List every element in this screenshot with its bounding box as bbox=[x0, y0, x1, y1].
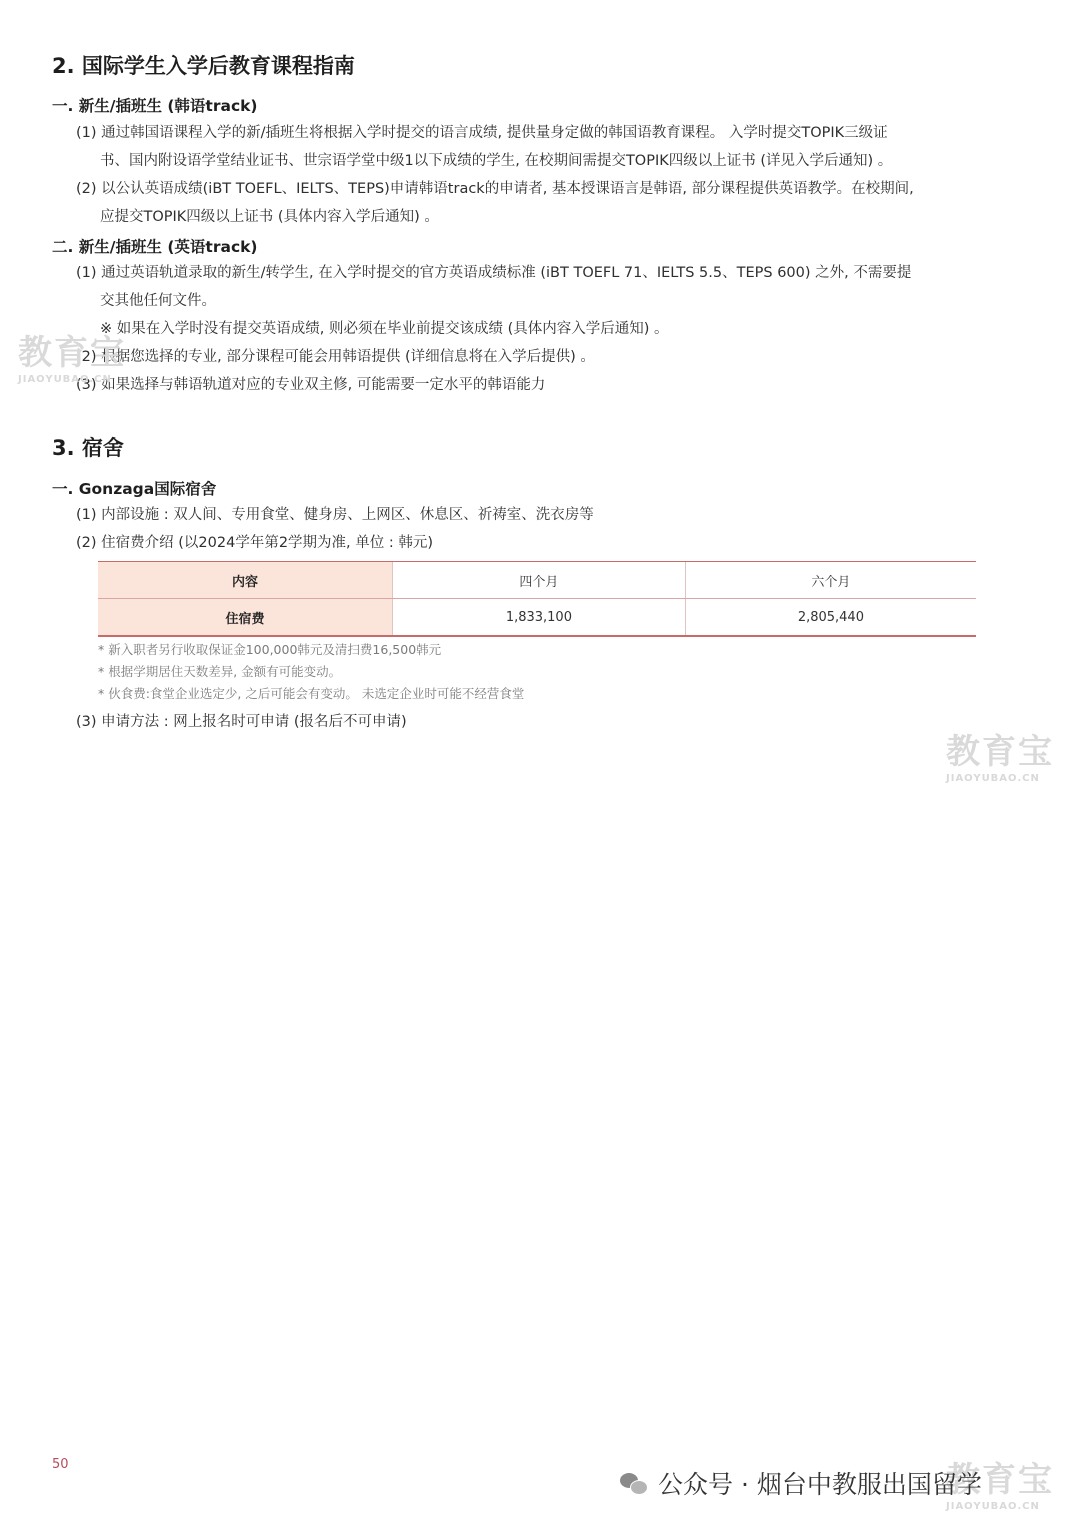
footer-account-text: 公众号 · 烟台中教服出国留学 bbox=[658, 1470, 982, 1499]
table-header-item: 内容 bbox=[98, 562, 393, 599]
subsection-english-track-title: 二. 新生/插班生 (英语track) bbox=[52, 238, 258, 256]
english-track-item-3: (3) 如果选择与韩语轨道对应的专业双主修, 可能需要一定水平的韩语能力 bbox=[76, 377, 546, 393]
dorm-fee-table bbox=[98, 561, 976, 637]
page-number: 50 bbox=[52, 1457, 69, 1472]
table-row-label: 住宿费 bbox=[98, 599, 393, 637]
watermark-footer-url: JIAOYUBAO.CN bbox=[946, 1501, 1040, 1512]
korean-track-item-2-line-2: 应提交TOPIK四级以上证书 (具体内容入学后通知) 。 bbox=[100, 209, 439, 225]
watermark-left-url: JIAOYUBAO.CN bbox=[18, 374, 112, 385]
footer-account bbox=[620, 1465, 982, 1501]
subsection-korean-track-title: 一. 新生/插班生 (韩语track) bbox=[52, 97, 258, 115]
table-header-four-months: 四个月 bbox=[393, 562, 686, 599]
english-track-item-1-line-2: 交其他任何文件。 bbox=[100, 293, 216, 309]
watermark-footer-logo: 教育宝 bbox=[946, 1460, 1054, 1500]
dorm-items bbox=[76, 501, 981, 557]
dorm-fee-intro: (2) 住宿费介绍 (以2024学年第2学期为准, 单位 : 韩元) bbox=[76, 535, 434, 551]
table-note-1: * 新入职者另行收取保证金100,000韩元及清扫费16,500韩元 bbox=[98, 642, 442, 657]
table-notes bbox=[98, 639, 524, 705]
korean-track-item-2-line-1: (2) 以公认英语成绩(iBT TOEFL、IELTS、TEPS)申请韩语track的申请者, 基本授课语言是韩语, 部分课程提供英语教学。在校期间, bbox=[76, 181, 914, 197]
table-row bbox=[98, 599, 976, 637]
watermark-left-logo: 教育宝 bbox=[18, 333, 126, 373]
korean-track-item-1-line-2: 书、国内附设语学堂结业证书、世宗语学堂中级1以下成绩的学生, 在校期间需提交TOPIK四级以上证书 (详见入学后通知) 。 bbox=[100, 153, 893, 169]
section-2-title: 2. 国际学生入学后教育课程指南 bbox=[52, 54, 355, 78]
dorm-facilities: (1) 内部设施 : 双人间、专用食堂、健身房、上网区、休息区、祈祷室、洗衣房等 bbox=[76, 507, 594, 523]
watermark-right-url: JIAOYUBAO.CN bbox=[946, 773, 1040, 784]
dorm-apply-method: (3) 申请方法 : 网上报名时可申请 (报名后不可申请) bbox=[76, 714, 407, 730]
english-track-item-2: (2) 根据您选择的专业, 部分课程可能会用韩语提供 (详细信息将在入学后提供) 。 bbox=[76, 349, 595, 365]
table-header-six-months: 六个月 bbox=[685, 562, 976, 599]
english-track-items bbox=[76, 259, 981, 399]
watermark-right bbox=[946, 724, 1054, 784]
fee-four-months: 1,833,100 bbox=[393, 599, 686, 637]
korean-track-item-1 bbox=[76, 119, 981, 231]
wechat-icon bbox=[620, 1471, 648, 1495]
korean-track-item-1-line-1: (1) 通过韩国语课程入学的新/插班生将根据入学时提交的语言成绩, 提供量身定做的韩国语教育课程。 入学时提交TOPIK三级证 bbox=[76, 125, 888, 141]
fee-six-months: 2,805,440 bbox=[685, 599, 976, 637]
english-track-item-1-line-1: (1) 通过英语轨道录取的新生/转学生, 在入学时提交的官方英语成绩标准 (iBT TOEFL 71、IELTS 5.5、TEPS 600) 之外, 不需要提 bbox=[76, 265, 912, 281]
english-track-note: ※ 如果在入学时没有提交英语成绩, 则必须在毕业前提交该成绩 (具体内容入学后通知) 。 bbox=[100, 321, 669, 337]
table-header-row bbox=[98, 562, 976, 599]
watermark-left bbox=[18, 325, 126, 385]
subsection-gonzaga-title: 一. Gonzaga国际宿舍 bbox=[52, 480, 217, 498]
watermark-right-logo: 教育宝 bbox=[946, 732, 1054, 772]
table-note-2: * 根据学期居住天数差异, 金额有可能变动。 bbox=[98, 664, 342, 679]
section-3-title: 3. 宿舍 bbox=[52, 436, 124, 460]
table-note-3: * 伙食费:食堂企业选定少, 之后可能会有变动。 未选定企业时可能不经营食堂 bbox=[98, 686, 525, 701]
